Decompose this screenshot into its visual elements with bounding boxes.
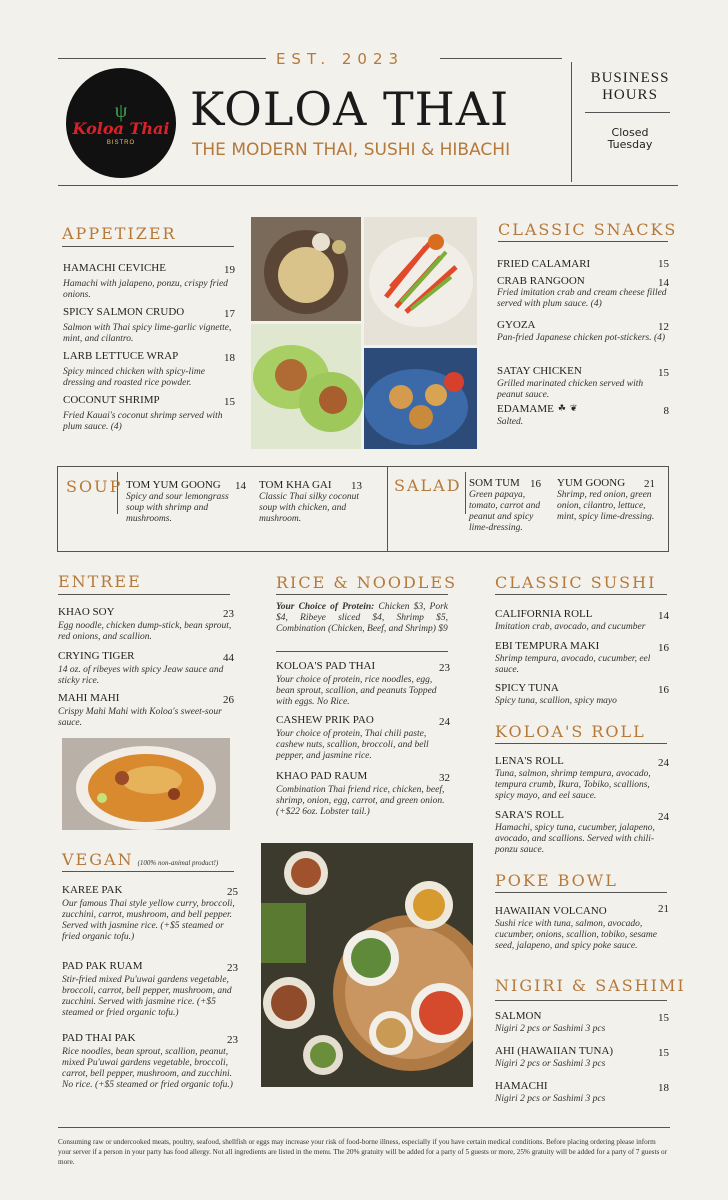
salad-heading: SALAD (394, 476, 462, 495)
list-item: PAD PAK RUAM 23 Stir-fried mixed Pu'uwai gardens vegetable, broccoli, carrot, bell pepper, mushroom, and zucchini. Served with jasmine rice. (+$5 steamed or fried organic tofu.) (62, 960, 238, 1018)
list-item: PAD THAI PAK 23 Rice noodles, bean sprout, scallion, peanut, mixed Pu'uwai gardens vegetable, broccoli, carrot, bell pepper, mushroom, and zucchini. No rice. (+$5 steamed or fried organic tofu.) (62, 1032, 238, 1090)
list-item: COCONUT SHRIMP 15 Fried Kauai's coconut shrimp served with plum sauce. (4) (63, 394, 235, 432)
list-item: FRIED CALAMARI 15 (497, 258, 669, 270)
gluten-free-icon: ❦ (569, 403, 578, 413)
appetizer-heading: APPETIZER (62, 224, 177, 243)
vegan-list (62, 884, 238, 1104)
appetizer-list (63, 262, 235, 438)
list-item: KHAO SOY 23 Egg noodle, chicken dump-stick, bean sprout, red onions, and scallion. (58, 606, 234, 642)
tagline: THE MODERN THAI, SUSHI & HIBACHI (192, 140, 511, 160)
list-item: SALMON 15 Nigiri 2 pcs or Sashimi 3 pcs (495, 1010, 669, 1034)
list-item: KOLOA'S PAD THAI 23 Your choice of protein, rice noodles, egg, bean sprout, scallion, and peanuts Topped with eggs. No Rice. (276, 660, 450, 707)
nigiri-sashimi-list (495, 1010, 669, 1110)
list-item: HAWAIIAN VOLCANO 21 Sushi rice with tuna, salmon, avocado, cucumber, onions, scallion, tobiko, sesame seed, jalapeno, and spicy poke sauce. (495, 903, 669, 951)
list-item: EDAMAME ☘ ❦ 8 Salted. (497, 403, 669, 427)
list-item: CASHEW PRIK PAO 24 Your choice of protein, Thai chili paste, cashew nuts, scallion, broccoli, and bell pepper, and jasmine rice. (276, 714, 450, 761)
list-item: EBI TEMPURA MAKI 16 Shrimp tempura, avocado, cucumber, eel sauce. (495, 640, 669, 675)
list-item: MAHI MAHI 26 Crispy Mahi Mahi with Koloa's sweet-sour sauce. (58, 692, 234, 728)
restaurant-logo (66, 68, 176, 178)
list-item: HAMACHI 18 Nigiri 2 pcs or Sashimi 3 pcs (495, 1080, 669, 1104)
logo-subtext: BISTRO (106, 139, 136, 146)
list-item: SOM TUM 16 Green papaya, tomato, carrot and peanut and spicy lime-dressing. (469, 477, 541, 533)
list-item: SATAY CHICKEN 15 Grilled marinated chicken served with peanut sauce. (497, 365, 669, 400)
list-item: LENA'S ROLL 24 Tuna, salmon, shrimp tempura, avocado, tempura crumb, Ikura, Tobiko, scallions, spicy mayo, and eel sauce. (495, 755, 669, 801)
list-item: LARB LETTUCE WRAP 18 Spicy minced chicken with spicy-lime dressing and roasted rice powder. (63, 350, 235, 388)
rice-noodles-list (276, 660, 450, 824)
koloa-roll-list (495, 755, 669, 859)
thai-feast-photo (261, 843, 473, 1087)
list-item: CALIFORNIA ROLL 14 Imitation crab, avocado, and cucumber (495, 608, 669, 632)
khao-soy-photo (62, 738, 230, 830)
list-item: KHAO PAD RAUM 32 Combination Thai friend rice, chicken, beef, shrimp, onion, egg, carrot, and green onion. (+$22 6oz. Lobster tail.) (276, 770, 450, 817)
classic-sushi-heading: CLASSIC SUSHI (495, 573, 657, 592)
rice-noodles-heading: RICE & NOODLES (276, 573, 458, 592)
vegan-note: (100% non-animal product!) (137, 859, 219, 867)
list-item: SPICY TUNA 16 Spicy tuna, scallion, spicy mayo (495, 682, 669, 706)
list-item: SPICY SALMON CRUDO 17 Salmon with Thai spicy lime-garlic vignette, mint, and cilantro. (63, 306, 235, 344)
business-hours-title: BUSINESS HOURS (590, 70, 670, 103)
list-item: CRAB RANGOON 14 Fried imitation crab and cream cheese filled served with plum sauce. (4) (497, 275, 669, 309)
chopsticks-icon: ψ (114, 99, 128, 122)
poke-bowl-heading: POKE BOWL (495, 871, 618, 890)
list-item: TOM YUM GOONG 14 Spicy and sour lemongrass soup with shrimp and mushrooms. (126, 479, 246, 524)
list-item: HAMACHI CEVICHE 19 Hamachi with jalapeno, ponzu, crispy fried onions. (63, 262, 235, 300)
established-year: EST. 2023 (275, 50, 405, 68)
classic-snacks-list (497, 258, 669, 433)
soup-heading: SOUP (66, 477, 123, 496)
allergy-disclaimer: Consuming raw or undercooked meats, poultry, seafood, shellfish or eggs may increase your risk of food-borne illness, especially if you have certain medical conditions. Before placing ordering please inform your server if a person in your party has food allergy. Not all ingredients are listed in the menu. The 20% gratuity will be added for a party of 5 guests or more, 25% gratuity will be added for a party of 7 guests or more. (58, 1138, 668, 1166)
vegan-icon: ☘ (557, 403, 566, 413)
list-item: AHI (HAWAIIAN TUNA) 15 Nigiri 2 pcs or Sashimi 3 pcs (495, 1045, 669, 1069)
restaurant-name: KOLOA THAI (190, 82, 510, 136)
entree-list (58, 606, 234, 732)
business-hours-closed: Closed Tuesday (607, 126, 653, 151)
list-item: SARA'S ROLL 24 Hamachi, spicy tuna, cucumber, jalapeno, avocado, and scallions. Served with chili-ponzu sauce. (495, 809, 669, 855)
list-item: TOM KHA GAI 13 Classic Thai silky coconut soup with chicken, and mushroom. (259, 479, 362, 524)
koloa-roll-heading: KOLOA'S ROLL (495, 722, 646, 741)
entree-heading: ENTREE (58, 572, 142, 591)
list-item: CRYING TIGER 44 14 oz. of ribeyes with spicy Jeaw sauce and sticky rice. (58, 650, 234, 686)
nigiri-sashimi-heading: NIGIRI & SASHIMI (495, 976, 686, 995)
list-item: KAREE PAK 25 Our famous Thai style yellow curry, broccoli, zucchini, carrot, mushroom, and bell pepper. Served with jasmine rice. (+$5 steamed or fried organic tofu.) (62, 884, 238, 942)
classic-sushi-list (495, 608, 669, 712)
food-photo-collage (251, 217, 477, 449)
list-item: GYOZA 12 Pan-fried Japanese chicken pot-stickers. (4) (497, 319, 669, 343)
classic-snacks-heading: CLASSIC SNACKS (498, 220, 678, 239)
vegan-heading-row (62, 850, 218, 870)
protein-choice: Your Choice of Protein: Chicken $3, Pork $4, Ribeye sliced $4, Shrimp $5, Combination (Chicken, Beef, and Shrimp) $9 (276, 602, 449, 634)
logo-text: Koloa Thai (72, 118, 170, 138)
vegan-heading: VEGAN (62, 850, 134, 869)
list-item: YUM GOONG 21 Shrimp, red onion, green onion, cilantro, lettuce, mint, spicy lime-dressing. (557, 477, 655, 522)
